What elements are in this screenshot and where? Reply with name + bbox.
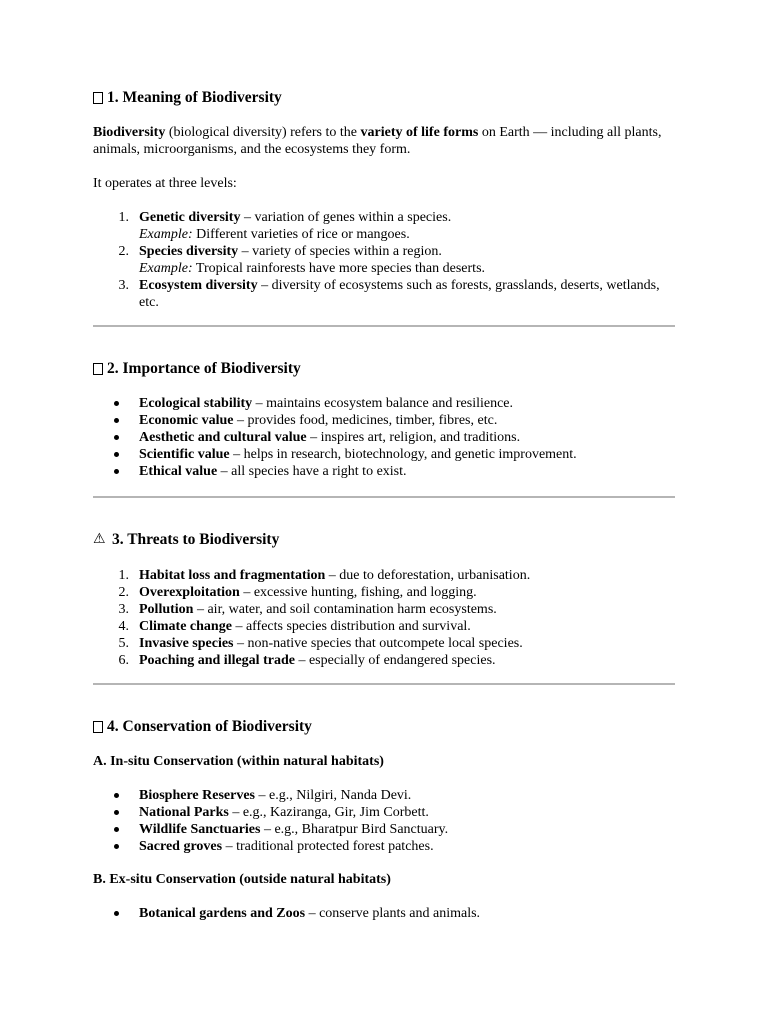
divider bbox=[93, 325, 675, 327]
levels-intro: It operates at three levels: bbox=[93, 176, 237, 191]
list-item: Ethical value – all species have a right to exist. bbox=[93, 463, 675, 480]
in-situ-list bbox=[93, 787, 675, 855]
bullet-icon bbox=[114, 469, 119, 474]
list-item: Sacred groves – traditional protected forest patches. bbox=[93, 838, 675, 855]
divider bbox=[93, 683, 675, 685]
list-item: Aesthetic and cultural value – inspires art, religion, and traditions. bbox=[93, 429, 675, 446]
bullet-icon bbox=[114, 435, 119, 440]
list-item: 1. Genetic diversity – variation of genes within a species. Example: Different varieties of rice or mangoes. bbox=[118, 210, 452, 242]
list-item: 4. Climate change – affects species distribution and survival. bbox=[118, 619, 471, 634]
list-item: Botanical gardens and Zoos – conserve plants and animals. bbox=[93, 905, 675, 922]
list-item: 2. Overexploitation – excessive hunting, fishing, and logging. bbox=[118, 585, 477, 600]
in-situ-heading: A. In-situ Conservation (within natural habitats) bbox=[93, 754, 384, 769]
bullet-icon bbox=[114, 810, 119, 815]
list-item: National Parks – e.g., Kaziranga, Gir, Jim Corbett. bbox=[93, 804, 675, 821]
list-item: Wildlife Sanctuaries – e.g., Bharatpur Bird Sanctuary. bbox=[93, 821, 675, 838]
importance-list bbox=[93, 395, 675, 480]
section-1-intro: Biodiversity (biological diversity) refers to the variety of life forms on Earth — including all plants, animals, microorganisms, and the ecosystems they form. bbox=[93, 125, 662, 157]
list-item: Scientific value – helps in research, biotechnology, and genetic improvement. bbox=[93, 446, 675, 463]
section-4-heading: 4. Conservation of Biodiversity bbox=[93, 717, 312, 736]
bullet-icon bbox=[114, 844, 119, 849]
bullet-icon bbox=[114, 452, 119, 457]
list-item: 3. Ecosystem diversity – diversity of ecosystems such as forests, grasslands, deserts, wetlands, etc. bbox=[118, 278, 660, 310]
missing-glyph-icon bbox=[93, 721, 103, 733]
list-item: 6. Poaching and illegal trade – especially of endangered species. bbox=[118, 653, 496, 668]
divider bbox=[93, 496, 675, 498]
bullet-icon bbox=[114, 827, 119, 832]
list-item: 1. Habitat loss and fragmentation – due to deforestation, urbanisation. bbox=[118, 568, 531, 583]
list-item: 3. Pollution – air, water, and soil contamination harm ecosystems. bbox=[118, 602, 497, 617]
list-item: 5. Invasive species – non-native species that outcompete local species. bbox=[118, 636, 523, 651]
ex-situ-heading: B. Ex-situ Conservation (outside natural habitats) bbox=[93, 872, 391, 887]
bullet-icon bbox=[114, 401, 119, 406]
section-1-heading: 1. Meaning of Biodiversity bbox=[93, 88, 282, 107]
list-item: Biosphere Reserves – e.g., Nilgiri, Nanda Devi. bbox=[93, 787, 675, 804]
missing-glyph-icon bbox=[93, 92, 103, 104]
list-item: Ecological stability – maintains ecosystem balance and resilience. bbox=[93, 395, 675, 412]
threats-list bbox=[93, 567, 675, 669]
levels-list bbox=[93, 209, 675, 311]
warning-icon: ⚠ bbox=[93, 532, 106, 547]
bullet-icon bbox=[114, 793, 119, 798]
bullet-icon bbox=[114, 911, 119, 916]
section-3-heading: ⚠ 3. Threats to Biodiversity bbox=[93, 531, 280, 548]
bullet-icon bbox=[114, 418, 119, 423]
missing-glyph-icon bbox=[93, 363, 103, 375]
section-2-heading: 2. Importance of Biodiversity bbox=[93, 359, 301, 378]
list-item: Economic value – provides food, medicines, timber, fibres, etc. bbox=[93, 412, 675, 429]
ex-situ-list bbox=[93, 905, 675, 922]
list-item: 2. Species diversity – variety of species within a region. Example: Tropical rainforests have more species than deserts. bbox=[118, 244, 486, 276]
